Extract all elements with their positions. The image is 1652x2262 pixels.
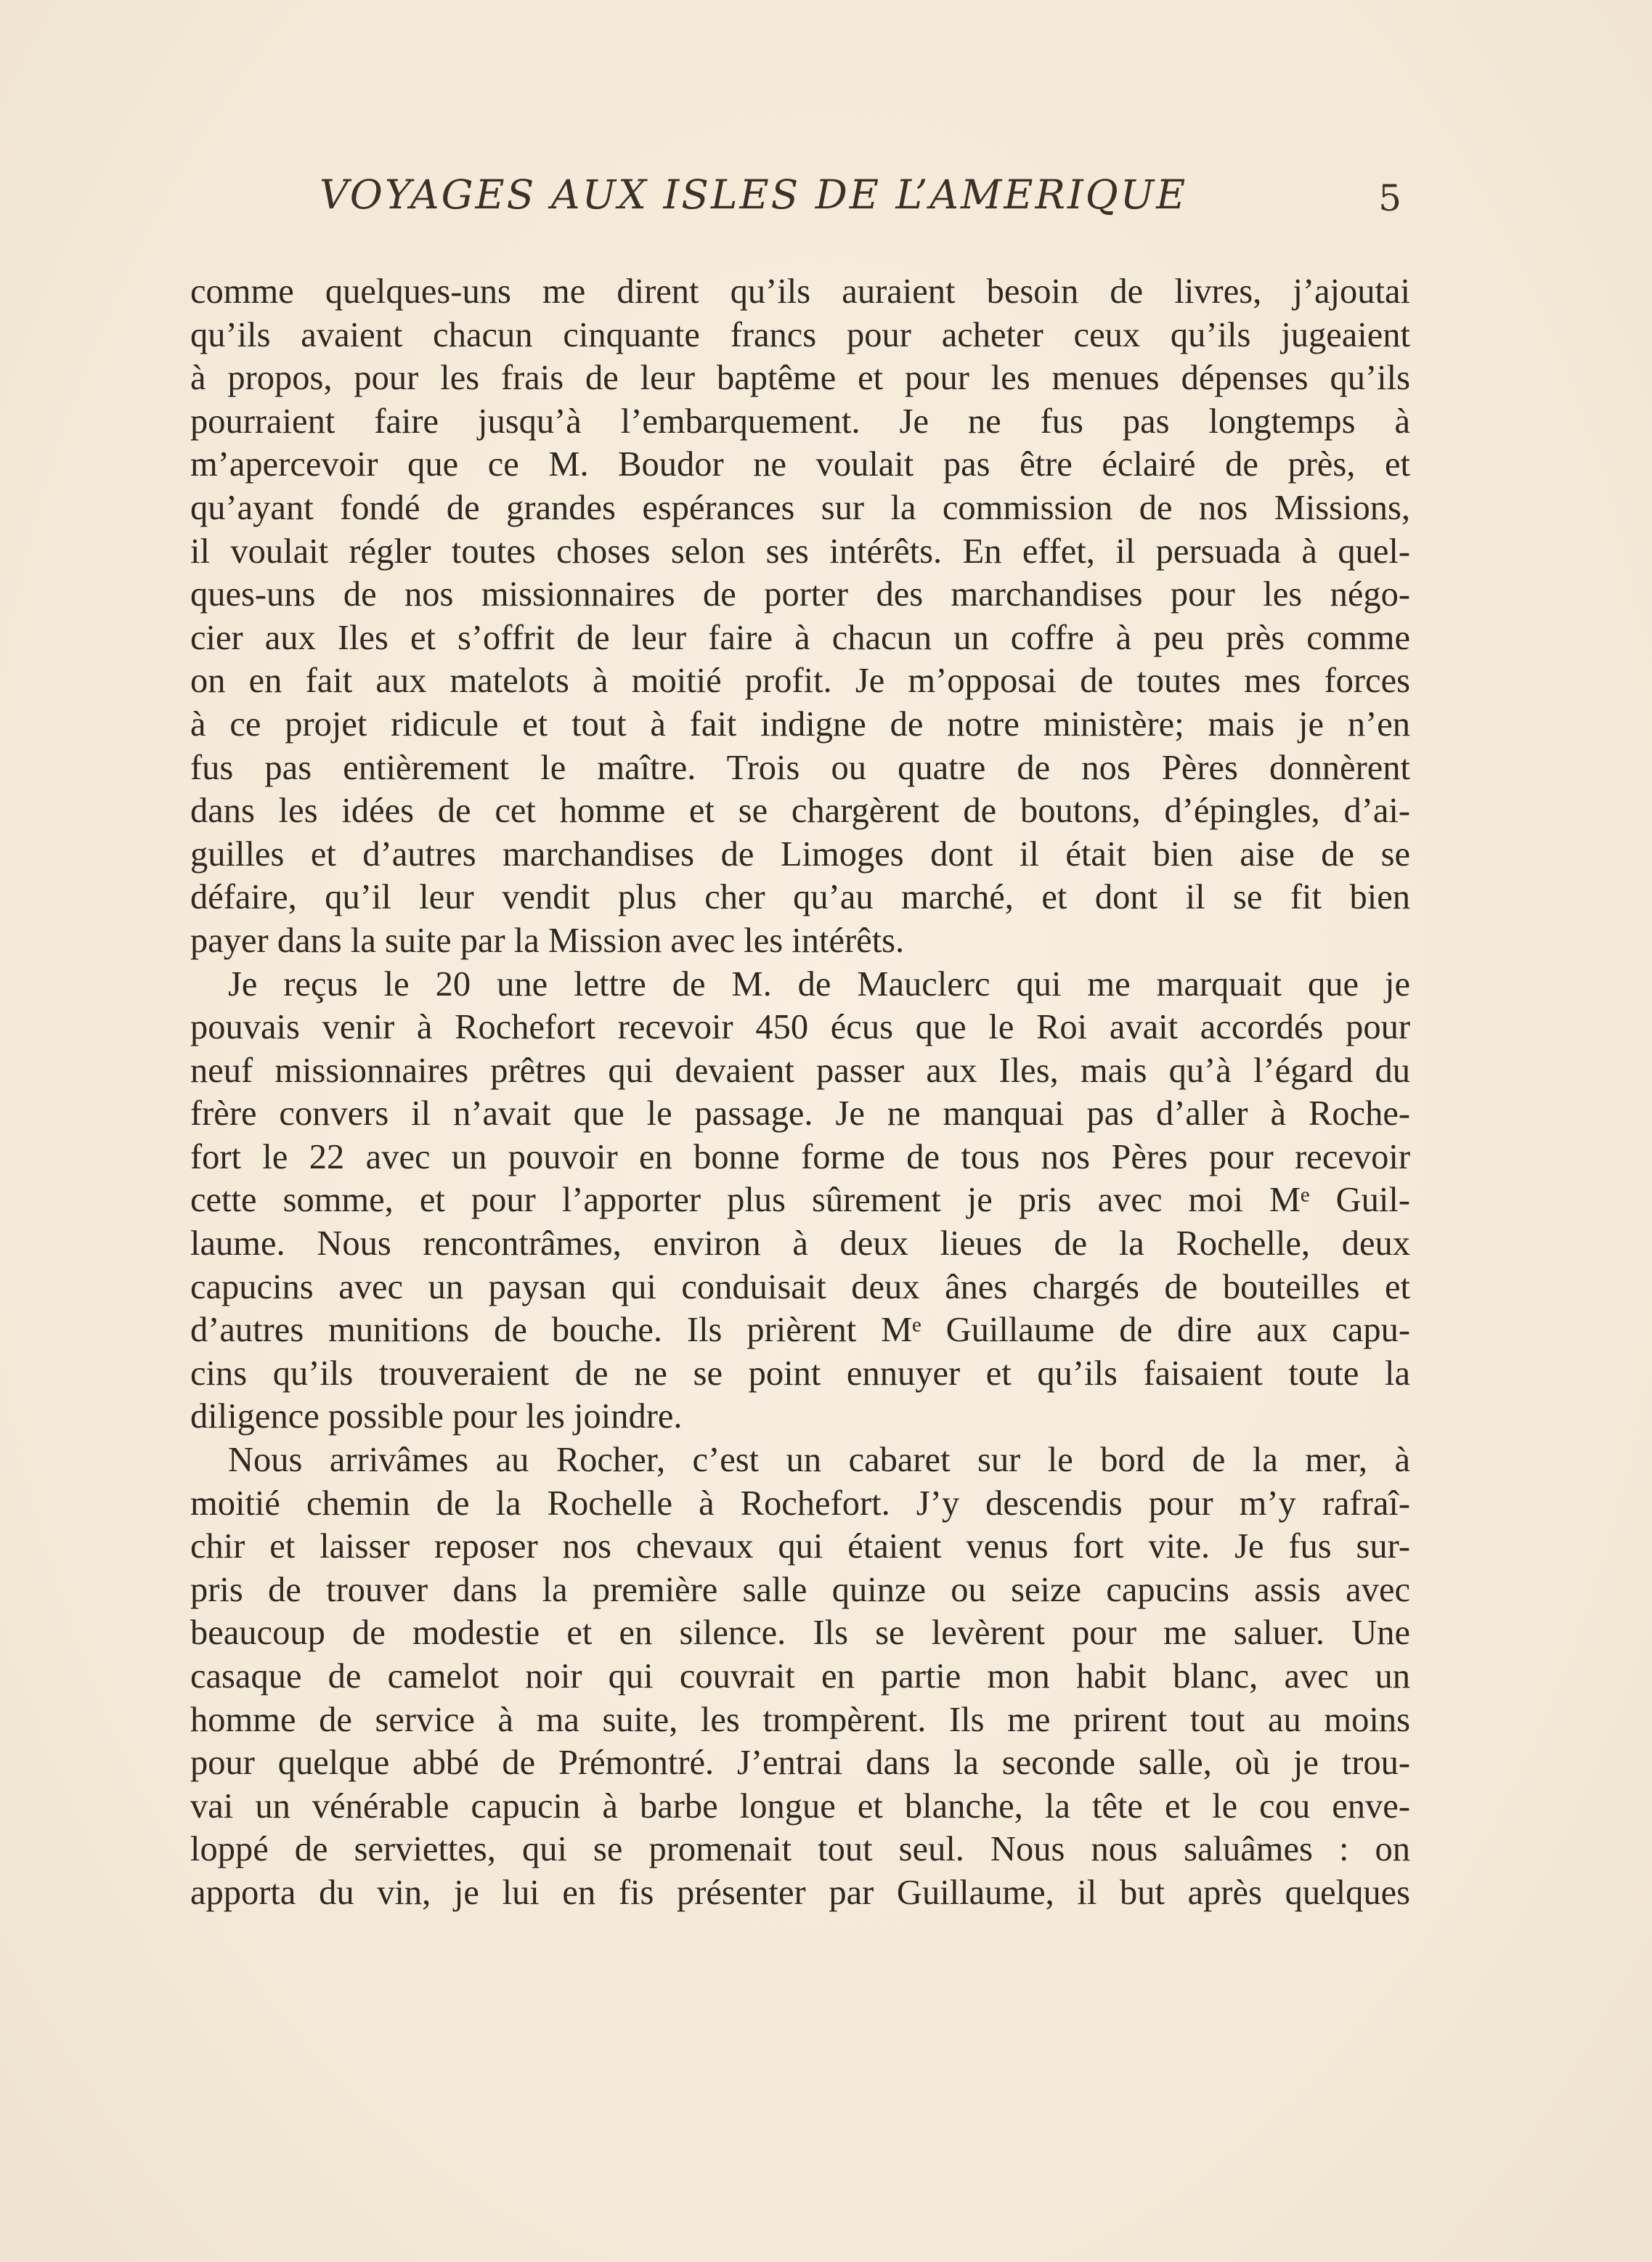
text-line: pris de trouver dans la première salle quinze ou seize capucins assis avec: [190, 1570, 1410, 1609]
text-line: fort le 22 avec un pouvoir en bonne forme de tous nos Pères pour recevoir: [190, 1137, 1410, 1176]
text-line: payer dans la suite par la Mission avec les intérêts.: [190, 921, 905, 960]
text-line: dans les idées de cet homme et se chargèrent de boutons, d’épingles, d’ai-: [190, 792, 1410, 831]
text-line: pouvais venir à Rochefort recevoir 450 écus que le Roi avait accordés pour: [190, 1008, 1410, 1047]
text-line: laume. Nous rencontrâmes, environ à deux lieues de la Rochelle, deux: [190, 1224, 1410, 1264]
text-line: loppé de serviettes, qui se promenait tout seul. Nous nous saluâmes : on: [190, 1830, 1410, 1869]
text-line: homme de service à ma suite, les trompèrent. Ils me prirent tout au moins: [190, 1700, 1410, 1739]
text-line: moitié chemin de la Rochelle à Rochefort. J’y descendis pour m’y rafraî-: [190, 1484, 1410, 1523]
text-line: défaire, qu’il leur vendit plus cher qu’au marché, et dont il se fit bien: [190, 878, 1410, 917]
text-line: chir et laisser reposer nos chevaux qui étaient venus fort vite. Je fus sur-: [190, 1527, 1410, 1566]
page-number: 5: [1378, 177, 1401, 219]
text-line: pour quelque abbé de Prémontré. J’entrai dans la seconde salle, où je trou-: [190, 1744, 1410, 1783]
text-line: m’apercevoir que ce M. Boudor ne voulait pas être éclairé de près, et: [190, 445, 1410, 484]
running-head: [320, 171, 1401, 229]
text-line: neuf missionnaires prêtres qui devaient passer aux Iles, mais qu’à l’égard du: [190, 1051, 1410, 1090]
text-line: diligence possible pour les joindre.: [190, 1397, 683, 1436]
text-line: frère convers il n’avait que le passage. Je ne manquai pas d’aller à Roche-: [190, 1094, 1410, 1134]
text-line: pourraient faire jusqu’à l’embarquement. Je ne fus pas longtemps à: [190, 402, 1410, 441]
text-line: qu’ils avaient chacun cinquante francs pour acheter ceux qu’ils jugeaient: [190, 315, 1410, 354]
text-line: apporta du vin, je lui en fis présenter par Guillaume, il but après quelques: [190, 1873, 1410, 1912]
text-line: beaucoup de modestie et en silence. Ils se levèrent pour me saluer. Une: [190, 1614, 1410, 1653]
body-text: [190, 270, 1410, 1915]
text-line: cette somme, et pour l’apporter plus sûrement je pris avec moi Mᵉ Guil-: [190, 1181, 1410, 1220]
text-line: casaque de camelot noir qui couvrait en partie mon habit blanc, avec un: [190, 1657, 1410, 1696]
text-line: vai un vénérable capucin à barbe longue et blanche, la tête et le cou enve-: [190, 1786, 1410, 1826]
text-line: cier aux Iles et s’offrit de leur faire à chacun un coffre à peu près comme: [190, 618, 1410, 657]
text-line: ques-uns de nos missionnaires de porter des marchandises pour les négo-: [190, 575, 1410, 614]
text-line: qu’ayant fondé de grandes espérances sur la commission de nos Missions,: [190, 488, 1410, 527]
text-line: Nous arrivâmes au Rocher, c’est un cabaret sur le bord de la mer, à: [228, 1441, 1410, 1480]
text-line: on en fait aux matelots à moitié profit. Je m’opposai de toutes mes forces: [190, 662, 1410, 701]
text-line: à propos, pour les frais de leur baptême et pour les menues dépenses qu’ils: [190, 359, 1410, 398]
text-line: il voulait régler toutes choses selon ses intérêts. En effet, il persuada à quel-: [190, 532, 1410, 571]
text-line: Je reçus le 20 une lettre de M. de Mauclerc qui me marquait que je: [228, 964, 1410, 1004]
text-line: à ce projet ridicule et tout à fait indigne de notre ministère; mais je n’en: [190, 704, 1410, 744]
text-line: guilles et d’autres marchandises de Limoges dont il était bien aise de se: [190, 834, 1410, 874]
text-line: d’autres munitions de bouche. Ils prièrent Mᵉ Guillaume de dire aux capu-: [190, 1311, 1410, 1350]
text-line: capucins avec un paysan qui conduisait deux ânes chargés de bouteilles et: [190, 1267, 1410, 1306]
running-title: VOYAGES AUX ISLES DE L’AMERIQUE: [320, 171, 1188, 218]
text-line: cins qu’ils trouveraient de ne se point ennuyer et qu’ils faisaient toute la: [190, 1354, 1410, 1393]
text-line: comme quelques-uns me dirent qu’ils auraient besoin de livres, j’ajoutai: [190, 272, 1410, 311]
text-line: fus pas entièrement le maître. Trois ou quatre de nos Pères donnèrent: [190, 748, 1410, 787]
